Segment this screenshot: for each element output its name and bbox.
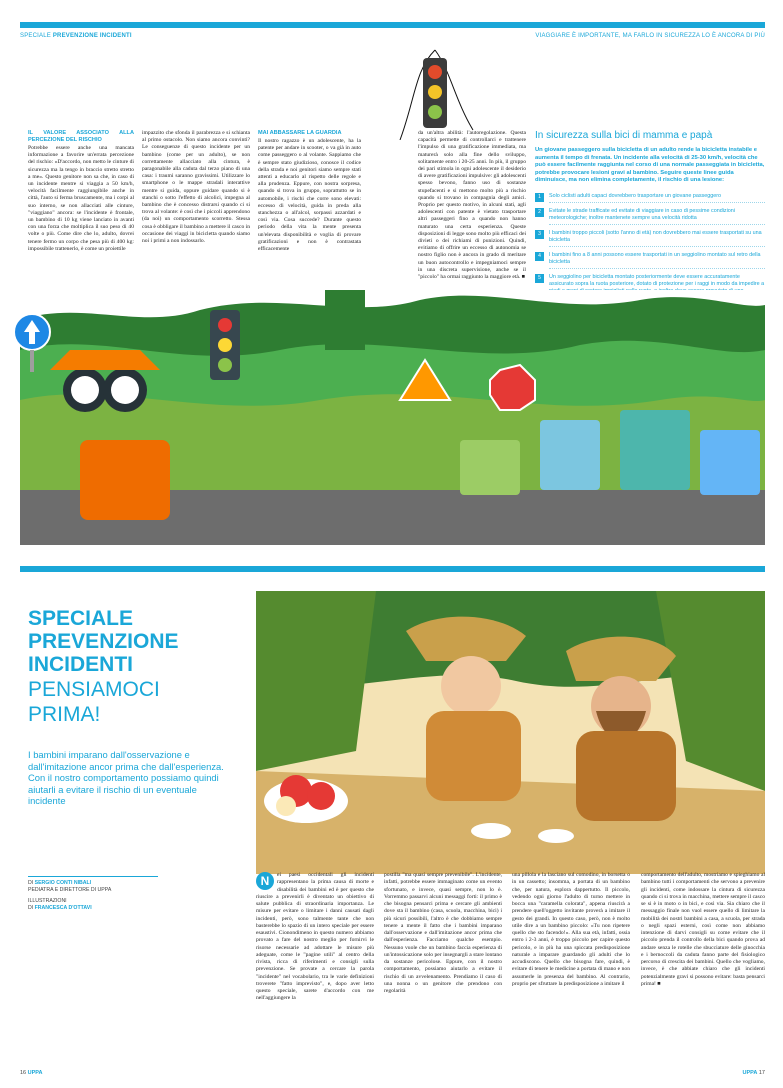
bottom-col-2 <box>384 872 502 1058</box>
top-col-2 <box>142 130 250 306</box>
title-light: PRIMA! <box>28 703 101 726</box>
illustrator-name: FRANCESCA D'OTTAVI <box>34 905 92 911</box>
title-bold: SPECIALE <box>28 607 134 630</box>
page-number: 16 <box>20 1070 27 1076</box>
section-heading: IL VALORE ASSOCIATO ALLA PERCEZIONE DEL RISCHIO <box>28 130 134 143</box>
bottom-col-3 <box>512 872 630 1058</box>
title-light: PENSIAMOCI <box>28 678 160 701</box>
item-text: Solo ciclisti adulti capaci dovrebbero trasportare un giovane passeggero <box>549 193 765 203</box>
credit-divider <box>28 876 158 877</box>
traffic-illustration <box>20 290 765 545</box>
author-name: SERGIO CONTI NIBALI <box>34 880 92 886</box>
footer-right <box>742 1070 765 1076</box>
bottom-col-1 <box>256 872 374 1058</box>
item-number: 1 <box>535 193 544 202</box>
kitchen-illustration <box>256 591 765 874</box>
credits <box>28 876 168 912</box>
middle-accent-bar <box>20 566 765 572</box>
top-col-1 <box>28 130 134 292</box>
body-text: impazzito che sfonda il parabrezza e si schianta al primo ostacolo. Non siamo ancora convinti? Le conseguenze di questo incidente per un bambino (come per un adulto), se non correttamente allacciato alla cintura, è paragonabile alla caduta dal terzo piano di una casa: i traumi saranno gravissimi. Utilizzare lo smartphone o le mappe stradali interattive mentre si guida, oppure guidare quando si è stanchi o sotto l'effetto di alcolici, impegna al bambino che è concesso distrarsi quando ci si trova al volante: è così che i piccoli apprendono (da noi) un comportamento scorretto. Stessa cosa è obbligare il bambino a mettere il casco in occasione dei viaggi in bicicletta quando siamo noi i primi a non indossarlo. <box>142 130 250 245</box>
item-number: 3 <box>535 230 544 239</box>
body-text: postilla "ma quasi sempre prevenibile". L'incidente, infatti, potrebbe essere immaginato come un evento sfortunato, e invece, quasi sempre, non lo è. Vorremmo passarvi alcuni messaggi forti: il primo è che bisogna pensarci prima e cercare gli ambienti dove sta il bambino (casa, scuola, macchina, bici) i più sicuri possibili, l'altro è che dobbiamo sempre tenere a mente il fatto che i bambini imparano dall'osservazione e dall'imitazione ancor prima che dall'esperienza. Facciamo qualche esempio. Nessuno vuole che un bambino faccia esperienza di un'intossicazione solo per insegnargli a stare lontano da sostanze pericolose. Eppure, con il nostro comportamento, possiamo aiutarlo a evitare il rischio di un avvelenamento. Prendiamo il caso di una nonna o un genitore che prendono con regolarità <box>384 872 502 994</box>
sidebar-title: In sicurezza sulla bici di mamma e papà <box>535 130 713 141</box>
illustration-credit-label: ILLUSTRAZIONI <box>28 898 67 904</box>
body-text: Potrebbe essere anche una mancata informazione a favorire un'errata percezione del rischio: «D'accordo, non metto le cinture di sicurezza ma la tengo in braccio stretto stretto a me». Questo genitore non sa che, in caso di un incidente mentre si viaggia a 50 km/h, velocità facilmente raggiungibile anche in città, l'auto si ferma bruscamente, ma i corpi al suo interno, se non allacciati alle cinture, "viaggiano" ancora: se l'incidente è frontale, un bambino di 10 kg viene lanciato in avanti con una forza che moltiplica il suo peso di 40 volte o più. Come dire che lo, adulto, dovrei tenere fermo un corpo che pesa più di 400 kg: impossibile trattenerlo, è come un proiettile <box>28 145 134 252</box>
section-heading: MAI ABBASSARE LA GUARDIA <box>258 130 342 136</box>
item-text: I bambini troppo piccoli (sotto l'anno di età) non dovrebbero mai essere trasportati su una bicicletta <box>549 230 765 247</box>
page-title <box>28 607 253 726</box>
item-number: 2 <box>535 208 544 217</box>
item-number: 5 <box>535 274 544 283</box>
body-text: ei paesi occidentali gli incidenti rappresentano la prima causa di morte e disabilità dei bambini ed è per questo che riuscire a prevenirli è diventato un obiettivo di salute pubblica di straordinaria importanza. Le misure per evitare o limitare i danni causati dagli incidenti, però, sono talmente tante che non basterebbe lo spazio di un intero speciale per essere esaustivi. Cionondimeno in questo numero abbiamo provato a fare del nostro meglio per fornirvi le risorse necessarie ad adottare le misure più adeguate, come le "pagine utili" al centro della rivista, ricca di riferimenti e consigli sulla prevenzione. Se provate a cercare la parola "incidente" nel vocabolario, tra le varie definizioni troverete "fatto imprevisto", e, dopo aver letto questo speciale, sarete d'accordo con me nell'aggiungere la <box>256 872 374 1002</box>
header-left-bold: PREVENZIONE INCIDENTI <box>52 33 132 39</box>
brand: UPPA <box>27 1070 43 1076</box>
list-item <box>535 208 765 225</box>
body-text: comportamento dell'adulto, mostriamo e spieghiamo al bambino tutti i comportamenti che servono a prevenire gli incidenti, come indossare la cintura di sicurezza quando ci si trova in macchina, mettere sempre il casco se si è in moto o in bici, e così via. Sia chiaro che il messaggio finale non vuol essere quello di limitare la mobilità dei nostri bambini a casa, a scuola, per strada o negli spazi esterni, così come non abbiamo intenzione di darvi consigli su come evitare che il piccolo prenda il controllo della bici quando prova ad andare senza le rotelle che sbucciature delle ginocchia e i bernoccoli da caduta fanno parte del fisiologico percorso di crescita dei bambini. Quello che vogliamo, invece, è che abbiate chiaro che gli incidenti potenzialmente gravi si possono evitare: basta pensarci prima! ■ <box>641 872 765 987</box>
list-item <box>535 230 765 247</box>
header-right: VIAGGIARE È IMPORTANTE, MA FARLO IN SICUREZZA LO È ANCORA DI PIÙ <box>535 33 765 39</box>
author-credit: DI SERGIO CONTI NIBALI <box>28 880 92 886</box>
body-text: Il nostro ragazzo è un adolescente, ha la patente per andare in scooter, o va già in auto come passeggero o al volante. Sappiamo che è sempre stato giudizioso, conosce il codice della strada e noi genitori siamo sempre stati attenti a educarlo al rispetto delle regole e alla prudenza. Eppure, con nostra sorpresa, quando si trova in gruppo, soprattutto se in automobile, i rischi che corre sono elevati: eccesso di velocità, guida in preda alla stanchezza o all'alcol, sorpassi azzardati e così via. Cosa succede? Durante questo periodo della vita la mente presenta un'elevata disponibilità e voglia di provare gratificazioni e non è contrastata efficacemente <box>258 138 361 253</box>
list-item <box>535 193 765 203</box>
bottom-col-4 <box>641 872 765 1058</box>
title-bold: INCIDENTI <box>28 653 133 676</box>
traffic-light-illustration <box>395 30 475 140</box>
author-role: PEDIATRA E DIRETTORE DI UPPA <box>28 887 112 893</box>
item-number: 4 <box>535 252 544 261</box>
dropcap: N <box>256 872 274 890</box>
body-text: una pillola e la lasciano sul comodino, in borsetta o in un cassetto; insomma, a portata di un bambino che, per natura, esplora dappertutto. Il piccolo, vedendo ogni giorno l'adulto di turno mettere in bocca una "caramella colorata", appena riuscirà a prendere quell'oggetto invitante proverà a imitare il gesto dei grandi. In questo caso, però, non è molto utile dire a un bambino piccolo: «Tu non ripetere quello che sto facendo!». Alla sua età, infatti, ossia entro i 2-3 anni, è troppo piccolo per capire questo pericolo, e in più ha una spiccata predisposizione naturale a imparare guardando gli adulti che lo accudiscono. Quello che bisogna fare, quindi, è evitare di tenere le medicine a portata di mano e non assumerle in presenza del bambino. Al contrario, proprio per sfruttare la predisposizione a imitare il <box>512 872 630 987</box>
header-left: SPECIALE PREVENZIONE INCIDENTI <box>20 33 132 39</box>
list-item <box>535 252 765 269</box>
illustration-credit: DI FRANCESCA D'OTTAVI <box>28 905 92 911</box>
top-accent-bar <box>20 22 765 28</box>
arrow-sign-icon <box>12 312 52 372</box>
sidebar-lead: Un giovane passeggero sulla bicicletta di un adulto rende la bicicletta instabile e aumenta il tempo di frenata. Un incidente alla velocità di 25-30 km/h, velocità che può essere facilmente raggiunta nel corso di una normale passeggiata in bicicletta, potrebbe provocare lesioni gravi al bambino. Seguire queste linee guida diminuisce, ma non elimina completamente, il rischio di una lesione: <box>535 147 765 184</box>
footer-left <box>20 1070 43 1076</box>
intro-text: I bambini imparano dall'osservazione e dall'imitazione ancor prima che dall'esperienza. Con il nostro comportamento possiamo quindi aiutarli a evitare il rischio di un eventuale incidente <box>28 749 224 807</box>
item-text: Evitate le strade trafficate ed evitate di viaggiare in caso di pessime condizioni meteorologiche; inoltre mantenete sempre una velocità ridotta <box>549 208 765 225</box>
top-col-3 <box>258 130 361 295</box>
item-text: I bambini fino a 8 anni possono essere trasportati in un seggiolino montato sul retro della bicicletta <box>549 252 765 269</box>
body-text: da un'altra abilità: l'autoregolazione. Questa capacità permette di controllarci e trattenere l'impulso di una gratificazione immediata, ma maturerà solo alla fine dello sviluppo, solitamente entro i 20-25 anni. In più, il gruppo dei pari stimola in ogni adolescente il desiderio di avere gratificazioni impulsive: gli adolescenti spesso bevono, fanno uso di sostanze stupefacenti e si mettono molto più a rischio quando si trovano in compagnia degli amici. Proprio per questo motivo, in alcuni stati, agli adolescenti con patente è vietato trasportare altri passeggeri fino a quando non hanno maturato una certa esperienza. Queste disposizioni di legge sono molto più efficaci dei divieti o dei richiami di punizioni. Quindi, evitiamo di offrire un eccesso di autonomia se nostro figlio non è ancora in grado di meritare un buon autocontrollo e impegniamoci sempre in una discreta supervisione, anche se il "piccolo" ha ormai raggiunto la maggiore età. ■ <box>418 130 526 281</box>
item-text: Un seggiolino per bicicletta montato posteriormente deve essere accuratamente assicurato sopra la ruota posteriore, dotato di protezione per i raggi in modo da impedire a <box>549 274 765 312</box>
brand: UPPA <box>742 1070 758 1076</box>
page-number: 17 <box>758 1070 765 1076</box>
title-bold: PREVENZIONE <box>28 630 179 653</box>
